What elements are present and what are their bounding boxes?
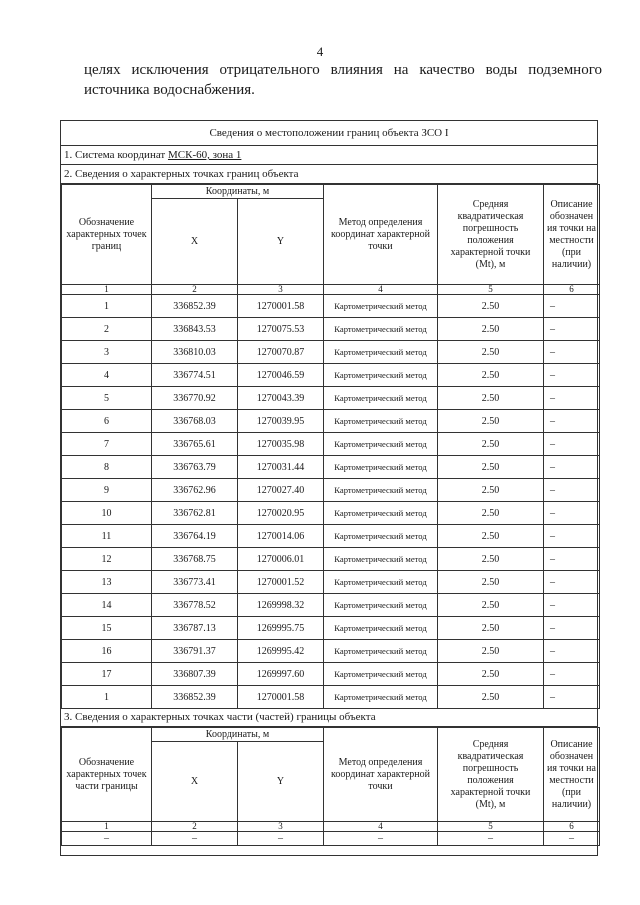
boundary-info-frame [60,120,598,856]
table-row [62,433,600,456]
part-cell: – [62,832,152,846]
error-cell: 2.50 [438,295,544,318]
col-number: 4 [324,285,438,295]
frame-title: Сведения о местоположении границ объекта ЗСО I [61,121,597,146]
description-cell: – [544,640,600,663]
point-id-cell: 8 [62,456,152,479]
x-cell: 336762.81 [152,502,238,525]
description-cell: – [544,433,600,456]
description-cell: – [544,686,600,709]
point-rows [62,295,600,709]
error-cell: 2.50 [438,479,544,502]
method-cell: Картометрический метод [324,502,438,525]
method-cell: Картометрический метод [324,456,438,479]
error-cell: 2.50 [438,663,544,686]
error-cell: 2.50 [438,456,544,479]
point-id-cell: 7 [62,433,152,456]
description-cell: – [544,617,600,640]
y-cell: 1270043.39 [238,387,324,410]
col-number: 1 [62,822,152,832]
error-cell: 2.50 [438,617,544,640]
x-cell: 336807.39 [152,663,238,686]
points-table [61,184,600,709]
page-number: 4 [316,44,324,59]
coordinate-system-label: 1. Система координат [64,149,168,161]
description-cell: – [544,502,600,525]
method-cell: Картометрический метод [324,548,438,571]
error-cell: 2.50 [438,571,544,594]
method-cell: Картометрический метод [324,640,438,663]
point-id-cell: 3 [62,341,152,364]
table-row [62,686,600,709]
col-number: 1 [62,285,152,295]
part-header-x: X [152,742,238,822]
y-cell: 1269995.42 [238,640,324,663]
part-empty-row [62,832,600,846]
point-id-cell: 15 [62,617,152,640]
method-cell: Картометрический метод [324,295,438,318]
point-id-cell: 1 [62,686,152,709]
x-cell: 336762.96 [152,479,238,502]
part-header-description: Описание обозначен ия точки на местности (при наличии) [544,728,600,822]
part-header-error: Средняя квадратическая погрешность положения характерной точки (Mt), м [438,728,544,822]
col-number: 2 [152,822,238,832]
error-cell: 2.50 [438,548,544,571]
x-cell: 336763.79 [152,456,238,479]
table-row [62,387,600,410]
method-cell: Картометрический метод [324,364,438,387]
method-cell: Картометрический метод [324,479,438,502]
x-cell: 336791.37 [152,640,238,663]
method-cell: Картометрический метод [324,318,438,341]
intro-paragraph [84,60,602,100]
point-id-cell: 6 [62,410,152,433]
table-row [62,594,600,617]
point-id-cell: 12 [62,548,152,571]
y-cell: 1270035.98 [238,433,324,456]
description-cell: – [544,571,600,594]
col-number: 3 [238,285,324,295]
point-id-cell: 16 [62,640,152,663]
part-header-y: Y [238,742,324,822]
method-cell: Картометрический метод [324,617,438,640]
col-number: 3 [238,822,324,832]
table-row [62,456,600,479]
x-cell: 336852.39 [152,686,238,709]
x-cell: 336764.19 [152,525,238,548]
table-row [62,295,600,318]
table-row [62,571,600,594]
table-row [62,479,600,502]
header-coords: Координаты, м [152,185,324,199]
error-cell: 2.50 [438,640,544,663]
y-cell: 1270046.59 [238,364,324,387]
coordinate-system-row [61,146,597,165]
point-id-cell: 1 [62,295,152,318]
section-3-label: 3. Сведения о характерных точках части (частей) границы объекта [61,708,597,727]
description-cell: – [544,341,600,364]
description-cell: – [544,548,600,571]
error-cell: 2.50 [438,594,544,617]
description-cell: – [544,663,600,686]
table-row [62,318,600,341]
method-cell: Картометрический метод [324,410,438,433]
point-id-cell: 17 [62,663,152,686]
point-id-cell: 14 [62,594,152,617]
method-cell: Картометрический метод [324,571,438,594]
error-cell: 2.50 [438,410,544,433]
header-point: Обозначение характерных точек границ [62,185,152,285]
y-cell: 1270031.44 [238,456,324,479]
error-cell: 2.50 [438,387,544,410]
header-x: X [152,199,238,285]
method-cell: Картометрический метод [324,341,438,364]
point-id-cell: 10 [62,502,152,525]
part-header-method: Метод определения координат характерной точки [324,728,438,822]
y-cell: 1269998.32 [238,594,324,617]
x-cell: 336768.03 [152,410,238,433]
method-cell: Картометрический метод [324,387,438,410]
y-cell: 1269995.75 [238,617,324,640]
error-cell: 2.50 [438,364,544,387]
part-header-coords: Координаты, м [152,728,324,742]
header-method: Метод определения координат характерной точки [324,185,438,285]
table-row [62,548,600,571]
description-cell: – [544,456,600,479]
point-id-cell: 2 [62,318,152,341]
intro-line-1: целях исключения отрицательного влияния на качество воды подземного [84,62,602,78]
x-cell: 336768.75 [152,548,238,571]
part-header-point: Обозначение характерных точек части границы [62,728,152,822]
point-id-cell: 5 [62,387,152,410]
col-number: 5 [438,822,544,832]
column-numbers-row [62,285,600,295]
description-cell: – [544,295,600,318]
y-cell: 1270027.40 [238,479,324,502]
x-cell: 336773.41 [152,571,238,594]
x-cell: 336810.03 [152,341,238,364]
table-row [62,502,600,525]
y-cell: 1270039.95 [238,410,324,433]
col-number: 6 [544,822,600,832]
description-cell: – [544,387,600,410]
intro-line-2: источника водоснабжения. [84,82,255,98]
point-id-cell: 11 [62,525,152,548]
table-row [62,525,600,548]
point-id-cell: 9 [62,479,152,502]
part-cell: – [544,832,600,846]
x-cell: 336852.39 [152,295,238,318]
x-cell: 336778.52 [152,594,238,617]
error-cell: 2.50 [438,502,544,525]
y-cell: 1269997.60 [238,663,324,686]
y-cell: 1270006.01 [238,548,324,571]
x-cell: 336843.53 [152,318,238,341]
table-row [62,410,600,433]
description-cell: – [544,525,600,548]
x-cell: 336765.61 [152,433,238,456]
description-cell: – [544,318,600,341]
table-row [62,617,600,640]
header-description: Описание обозначен ия точки на местности (при наличии) [544,185,600,285]
part-column-numbers-row [62,822,600,832]
description-cell: – [544,594,600,617]
y-cell: 1270075.53 [238,318,324,341]
table-row [62,341,600,364]
error-cell: 2.50 [438,341,544,364]
description-cell: – [544,479,600,502]
description-cell: – [544,410,600,433]
error-cell: 2.50 [438,318,544,341]
table-row [62,364,600,387]
point-id-cell: 13 [62,571,152,594]
part-cell: – [238,832,324,846]
error-cell: 2.50 [438,525,544,548]
point-id-cell: 4 [62,364,152,387]
col-number: 2 [152,285,238,295]
header-y: Y [238,199,324,285]
y-cell: 1270014.06 [238,525,324,548]
error-cell: 2.50 [438,433,544,456]
col-number: 6 [544,285,600,295]
table-row [62,663,600,686]
error-cell: 2.50 [438,686,544,709]
part-cell: – [438,832,544,846]
description-cell: – [544,364,600,387]
y-cell: 1270001.58 [238,686,324,709]
part-points-table [61,727,600,846]
x-cell: 336787.13 [152,617,238,640]
table-row [62,640,600,663]
y-cell: 1270001.52 [238,571,324,594]
method-cell: Картометрический метод [324,433,438,456]
method-cell: Картометрический метод [324,525,438,548]
y-cell: 1270001.58 [238,295,324,318]
col-number: 4 [324,822,438,832]
section-2-label: 2. Сведения о характерных точках границ объекта [61,165,597,184]
header-error: Средняя квадратическая погрешность положения характерной точки (Mt), м [438,185,544,285]
method-cell: Картометрический метод [324,686,438,709]
part-cell: – [324,832,438,846]
x-cell: 336770.92 [152,387,238,410]
y-cell: 1270020.95 [238,502,324,525]
coordinate-system-value: МСК-60, зона 1 [167,149,242,161]
method-cell: Картометрический метод [324,594,438,617]
col-number: 5 [438,285,544,295]
part-cell: – [152,832,238,846]
x-cell: 336774.51 [152,364,238,387]
method-cell: Картометрический метод [324,663,438,686]
y-cell: 1270070.87 [238,341,324,364]
